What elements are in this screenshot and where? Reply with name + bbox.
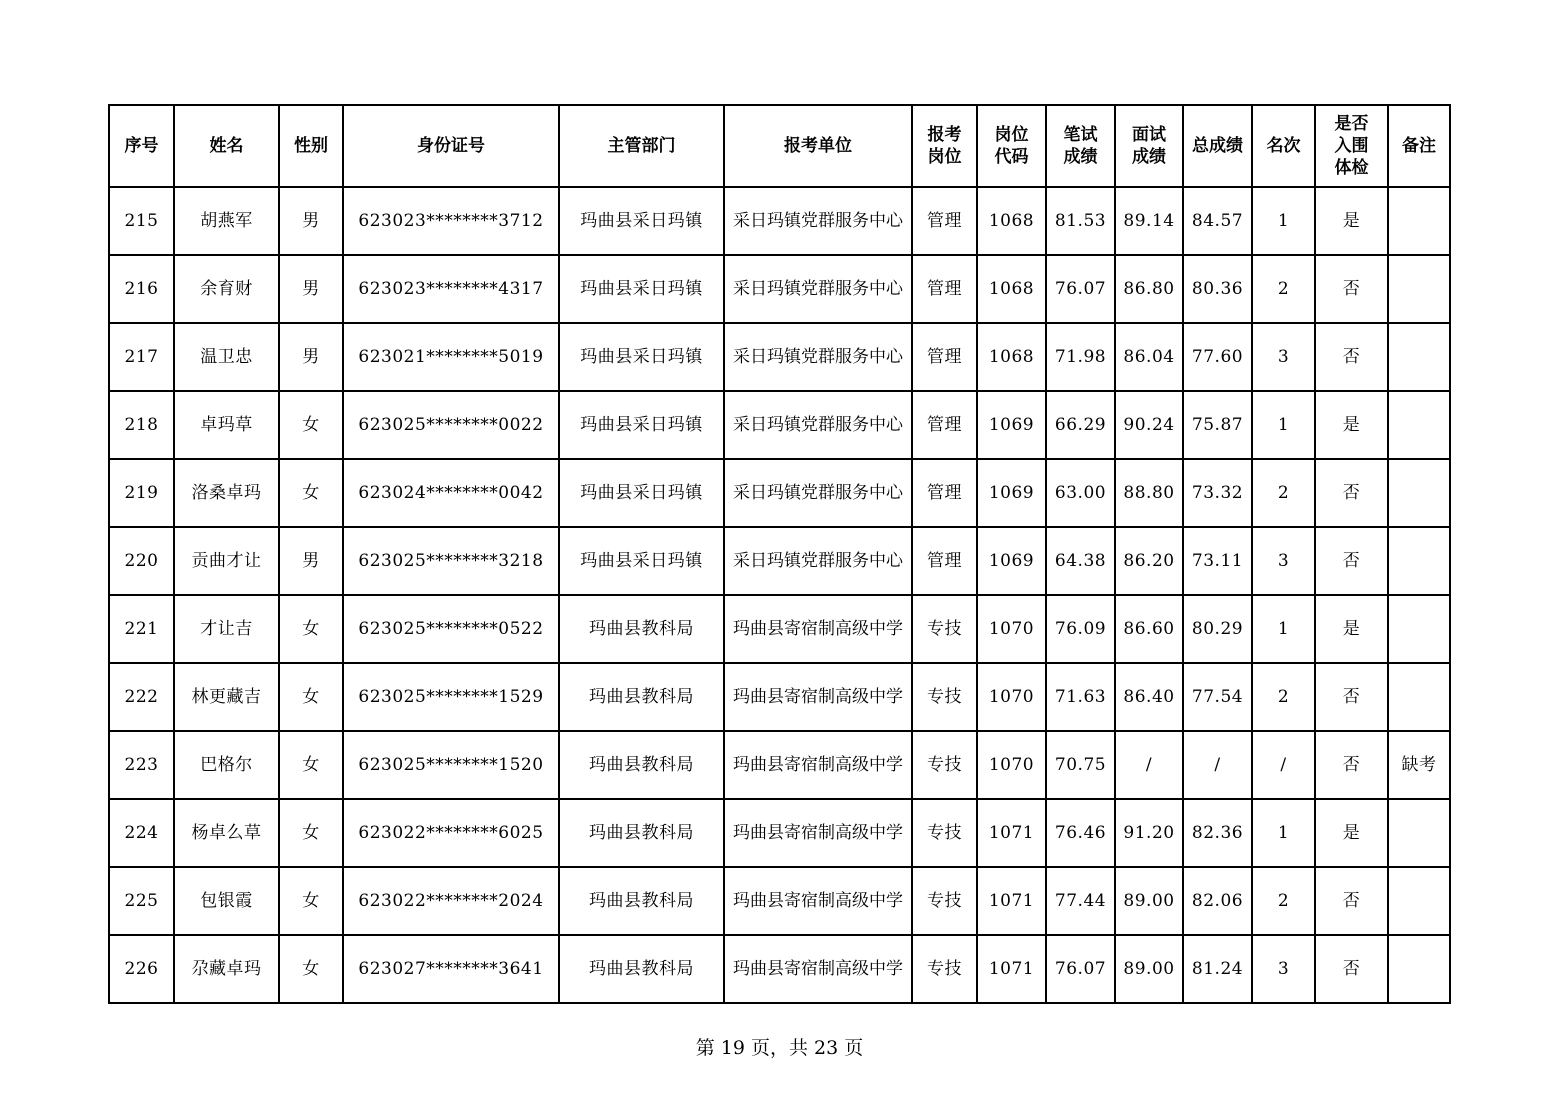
col-rank-cell: 3 (1252, 935, 1315, 1003)
col-written-cell: 76.07 (1046, 255, 1115, 323)
col-total-cell: 77.54 (1183, 663, 1252, 731)
col-remarks-header: 备注 (1388, 105, 1450, 187)
table-row (109, 527, 1450, 595)
table-row (109, 663, 1450, 731)
col-exam-shortlist-cell: 否 (1315, 731, 1388, 799)
col-post-cell: 专技 (912, 663, 977, 731)
col-id-cell: 623025********3218 (343, 527, 559, 595)
col-id-cell: 623023********3712 (343, 187, 559, 255)
col-unit-cell: 采日玛镇党群服务中心 (724, 391, 912, 459)
table-row (109, 595, 1450, 663)
col-gender-cell: 男 (279, 255, 343, 323)
col-unit-cell: 玛曲县寄宿制高级中学 (724, 595, 912, 663)
col-dept-header: 主管部门 (559, 105, 724, 187)
col-unit-cell: 采日玛镇党群服务中心 (724, 459, 912, 527)
col-seq-cell: 215 (109, 187, 174, 255)
col-unit-cell: 玛曲县寄宿制高级中学 (724, 799, 912, 867)
col-name-cell: 卓玛草 (174, 391, 279, 459)
col-exam-shortlist-cell: 否 (1315, 663, 1388, 731)
col-exam-shortlist-cell: 否 (1315, 867, 1388, 935)
table-row (109, 731, 1450, 799)
col-unit-cell: 玛曲县寄宿制高级中学 (724, 731, 912, 799)
col-post-code-cell: 1071 (977, 867, 1046, 935)
col-exam-shortlist-cell: 是 (1315, 391, 1388, 459)
col-name-cell: 洛桑卓玛 (174, 459, 279, 527)
col-exam-shortlist-cell: 是 (1315, 595, 1388, 663)
col-exam-shortlist-cell: 是 (1315, 799, 1388, 867)
col-interview-cell: 88.80 (1115, 459, 1183, 527)
col-rank-cell: 3 (1252, 527, 1315, 595)
col-seq-cell: 222 (109, 663, 174, 731)
col-remarks-cell (1388, 459, 1450, 527)
col-id-cell: 623021********5019 (343, 323, 559, 391)
col-rank-cell: 1 (1252, 187, 1315, 255)
col-rank-cell: 1 (1252, 595, 1315, 663)
col-total-cell: 73.32 (1183, 459, 1252, 527)
col-written-header: 笔试 成绩 (1046, 105, 1115, 187)
col-unit-cell: 采日玛镇党群服务中心 (724, 323, 912, 391)
col-total-cell: 80.29 (1183, 595, 1252, 663)
col-remarks-cell (1388, 527, 1450, 595)
table-row (109, 799, 1450, 867)
col-dept-cell: 玛曲县采日玛镇 (559, 527, 724, 595)
col-written-cell: 71.63 (1046, 663, 1115, 731)
col-post-cell: 管理 (912, 187, 977, 255)
col-rank-cell: 2 (1252, 867, 1315, 935)
col-name-cell: 才让吉 (174, 595, 279, 663)
col-gender-cell: 女 (279, 663, 343, 731)
col-post-cell: 专技 (912, 731, 977, 799)
col-id-cell: 623023********4317 (343, 255, 559, 323)
col-post-cell: 专技 (912, 595, 977, 663)
col-id-header: 身份证号 (343, 105, 559, 187)
table-row (109, 391, 1450, 459)
col-post-code-cell: 1069 (977, 459, 1046, 527)
col-name-cell: 温卫忠 (174, 323, 279, 391)
table-row (109, 867, 1450, 935)
col-seq-cell: 220 (109, 527, 174, 595)
col-name-cell: 林更藏吉 (174, 663, 279, 731)
col-id-cell: 623022********2024 (343, 867, 559, 935)
col-written-cell: 63.00 (1046, 459, 1115, 527)
col-gender-cell: 女 (279, 391, 343, 459)
col-interview-cell: 91.20 (1115, 799, 1183, 867)
col-post-cell: 管理 (912, 527, 977, 595)
col-exam-shortlist-cell: 否 (1315, 323, 1388, 391)
col-name-cell: 包银霞 (174, 867, 279, 935)
table-row (109, 323, 1450, 391)
col-interview-cell: 86.40 (1115, 663, 1183, 731)
col-gender-cell: 女 (279, 867, 343, 935)
col-interview-cell: 86.60 (1115, 595, 1183, 663)
col-total-cell: 81.24 (1183, 935, 1252, 1003)
col-written-cell: 71.98 (1046, 323, 1115, 391)
col-rank-cell: 2 (1252, 459, 1315, 527)
col-name-cell: 贡曲才让 (174, 527, 279, 595)
col-interview-cell: 86.20 (1115, 527, 1183, 595)
col-gender-cell: 男 (279, 527, 343, 595)
col-id-cell: 623025********1529 (343, 663, 559, 731)
col-id-cell: 623025********0522 (343, 595, 559, 663)
col-gender-cell: 女 (279, 595, 343, 663)
col-id-cell: 623022********6025 (343, 799, 559, 867)
col-interview-cell: / (1115, 731, 1183, 799)
col-written-cell: 64.38 (1046, 527, 1115, 595)
col-seq-cell: 219 (109, 459, 174, 527)
table-body (109, 187, 1450, 1003)
col-total-cell: 77.60 (1183, 323, 1252, 391)
col-name-cell: 胡燕军 (174, 187, 279, 255)
col-exam-shortlist-cell: 否 (1315, 255, 1388, 323)
col-seq-header: 序号 (109, 105, 174, 187)
col-dept-cell: 玛曲县教科局 (559, 867, 724, 935)
col-total-cell: 73.11 (1183, 527, 1252, 595)
col-gender-header: 性别 (279, 105, 343, 187)
col-interview-header: 面试 成绩 (1115, 105, 1183, 187)
col-unit-header: 报考单位 (724, 105, 912, 187)
col-exam-shortlist-cell: 否 (1315, 459, 1388, 527)
col-post-cell: 管理 (912, 323, 977, 391)
col-written-cell: 76.09 (1046, 595, 1115, 663)
col-dept-cell: 玛曲县教科局 (559, 731, 724, 799)
col-unit-cell: 采日玛镇党群服务中心 (724, 255, 912, 323)
col-rank-cell: 2 (1252, 255, 1315, 323)
col-id-cell: 623025********0022 (343, 391, 559, 459)
col-post-code-cell: 1070 (977, 595, 1046, 663)
col-unit-cell: 玛曲县寄宿制高级中学 (724, 935, 912, 1003)
col-unit-cell: 玛曲县寄宿制高级中学 (724, 663, 912, 731)
col-interview-cell: 89.00 (1115, 935, 1183, 1003)
col-post-code-cell: 1068 (977, 255, 1046, 323)
col-written-cell: 76.07 (1046, 935, 1115, 1003)
col-seq-cell: 224 (109, 799, 174, 867)
col-written-cell: 70.75 (1046, 731, 1115, 799)
col-total-cell: 82.06 (1183, 867, 1252, 935)
col-post-cell: 管理 (912, 459, 977, 527)
col-gender-cell: 女 (279, 731, 343, 799)
col-post-code-cell: 1069 (977, 391, 1046, 459)
col-total-cell: 80.36 (1183, 255, 1252, 323)
col-total-cell: 84.57 (1183, 187, 1252, 255)
col-interview-cell: 90.24 (1115, 391, 1183, 459)
col-remarks-cell (1388, 187, 1450, 255)
col-post-cell: 管理 (912, 255, 977, 323)
col-rank-cell: 3 (1252, 323, 1315, 391)
col-dept-cell: 玛曲县采日玛镇 (559, 391, 724, 459)
col-total-cell: 82.36 (1183, 799, 1252, 867)
col-post-cell: 专技 (912, 867, 977, 935)
col-rank-cell: 1 (1252, 799, 1315, 867)
col-seq-cell: 223 (109, 731, 174, 799)
col-exam-shortlist-cell: 否 (1315, 527, 1388, 595)
col-dept-cell: 玛曲县采日玛镇 (559, 323, 724, 391)
col-remarks-cell (1388, 255, 1450, 323)
col-interview-cell: 89.00 (1115, 867, 1183, 935)
col-dept-cell: 玛曲县教科局 (559, 799, 724, 867)
col-exam-shortlist-header: 是否 入围 体检 (1315, 105, 1388, 187)
col-rank-cell: 1 (1252, 391, 1315, 459)
col-id-cell: 623024********0042 (343, 459, 559, 527)
table-row (109, 255, 1450, 323)
col-id-cell: 623025********1520 (343, 731, 559, 799)
col-remarks-cell (1388, 391, 1450, 459)
col-gender-cell: 女 (279, 935, 343, 1003)
col-post-header: 报考 岗位 (912, 105, 977, 187)
col-name-header: 姓名 (174, 105, 279, 187)
col-post-code-cell: 1070 (977, 663, 1046, 731)
col-rank-cell: / (1252, 731, 1315, 799)
col-dept-cell: 玛曲县采日玛镇 (559, 459, 724, 527)
table-row (109, 187, 1450, 255)
col-gender-cell: 男 (279, 187, 343, 255)
col-remarks-cell (1388, 663, 1450, 731)
col-written-cell: 66.29 (1046, 391, 1115, 459)
col-name-cell: 巴格尔 (174, 731, 279, 799)
col-exam-shortlist-cell: 是 (1315, 187, 1388, 255)
page-number: 第 19 页，共 23 页 (695, 1037, 864, 1059)
col-written-cell: 77.44 (1046, 867, 1115, 935)
col-seq-cell: 217 (109, 323, 174, 391)
col-written-cell: 76.46 (1046, 799, 1115, 867)
col-post-code-header: 岗位 代码 (977, 105, 1046, 187)
results-table (108, 104, 1451, 1004)
col-post-code-cell: 1068 (977, 187, 1046, 255)
col-remarks-cell (1388, 935, 1450, 1003)
col-name-cell: 余育财 (174, 255, 279, 323)
col-seq-cell: 221 (109, 595, 174, 663)
col-written-cell: 81.53 (1046, 187, 1115, 255)
col-total-header: 总成绩 (1183, 105, 1252, 187)
table-header-row (109, 105, 1450, 187)
col-dept-cell: 玛曲县采日玛镇 (559, 255, 724, 323)
col-dept-cell: 玛曲县教科局 (559, 663, 724, 731)
col-post-code-cell: 1069 (977, 527, 1046, 595)
col-remarks-cell (1388, 323, 1450, 391)
table-row (109, 459, 1450, 527)
col-unit-cell: 玛曲县寄宿制高级中学 (724, 867, 912, 935)
col-dept-cell: 玛曲县教科局 (559, 595, 724, 663)
col-gender-cell: 男 (279, 323, 343, 391)
col-dept-cell: 玛曲县采日玛镇 (559, 187, 724, 255)
col-interview-cell: 89.14 (1115, 187, 1183, 255)
col-seq-cell: 218 (109, 391, 174, 459)
col-interview-cell: 86.04 (1115, 323, 1183, 391)
col-rank-cell: 2 (1252, 663, 1315, 731)
col-post-code-cell: 1071 (977, 799, 1046, 867)
col-post-code-cell: 1070 (977, 731, 1046, 799)
col-remarks-cell (1388, 867, 1450, 935)
col-seq-cell: 216 (109, 255, 174, 323)
col-seq-cell: 226 (109, 935, 174, 1003)
col-gender-cell: 女 (279, 799, 343, 867)
col-name-cell: 尕藏卓玛 (174, 935, 279, 1003)
col-post-cell: 专技 (912, 799, 977, 867)
col-interview-cell: 86.80 (1115, 255, 1183, 323)
col-exam-shortlist-cell: 否 (1315, 935, 1388, 1003)
col-dept-cell: 玛曲县教科局 (559, 935, 724, 1003)
col-seq-cell: 225 (109, 867, 174, 935)
col-post-cell: 管理 (912, 391, 977, 459)
table-row (109, 935, 1450, 1003)
col-post-code-cell: 1068 (977, 323, 1046, 391)
col-name-cell: 杨卓么草 (174, 799, 279, 867)
col-remarks-cell: 缺考 (1388, 731, 1450, 799)
col-remarks-cell (1388, 799, 1450, 867)
col-unit-cell: 采日玛镇党群服务中心 (724, 527, 912, 595)
col-id-cell: 623027********3641 (343, 935, 559, 1003)
col-remarks-cell (1388, 595, 1450, 663)
col-post-code-cell: 1071 (977, 935, 1046, 1003)
col-post-cell: 专技 (912, 935, 977, 1003)
col-unit-cell: 采日玛镇党群服务中心 (724, 187, 912, 255)
col-rank-header: 名次 (1252, 105, 1315, 187)
col-total-cell: 75.87 (1183, 391, 1252, 459)
col-gender-cell: 女 (279, 459, 343, 527)
col-total-cell: / (1183, 731, 1252, 799)
